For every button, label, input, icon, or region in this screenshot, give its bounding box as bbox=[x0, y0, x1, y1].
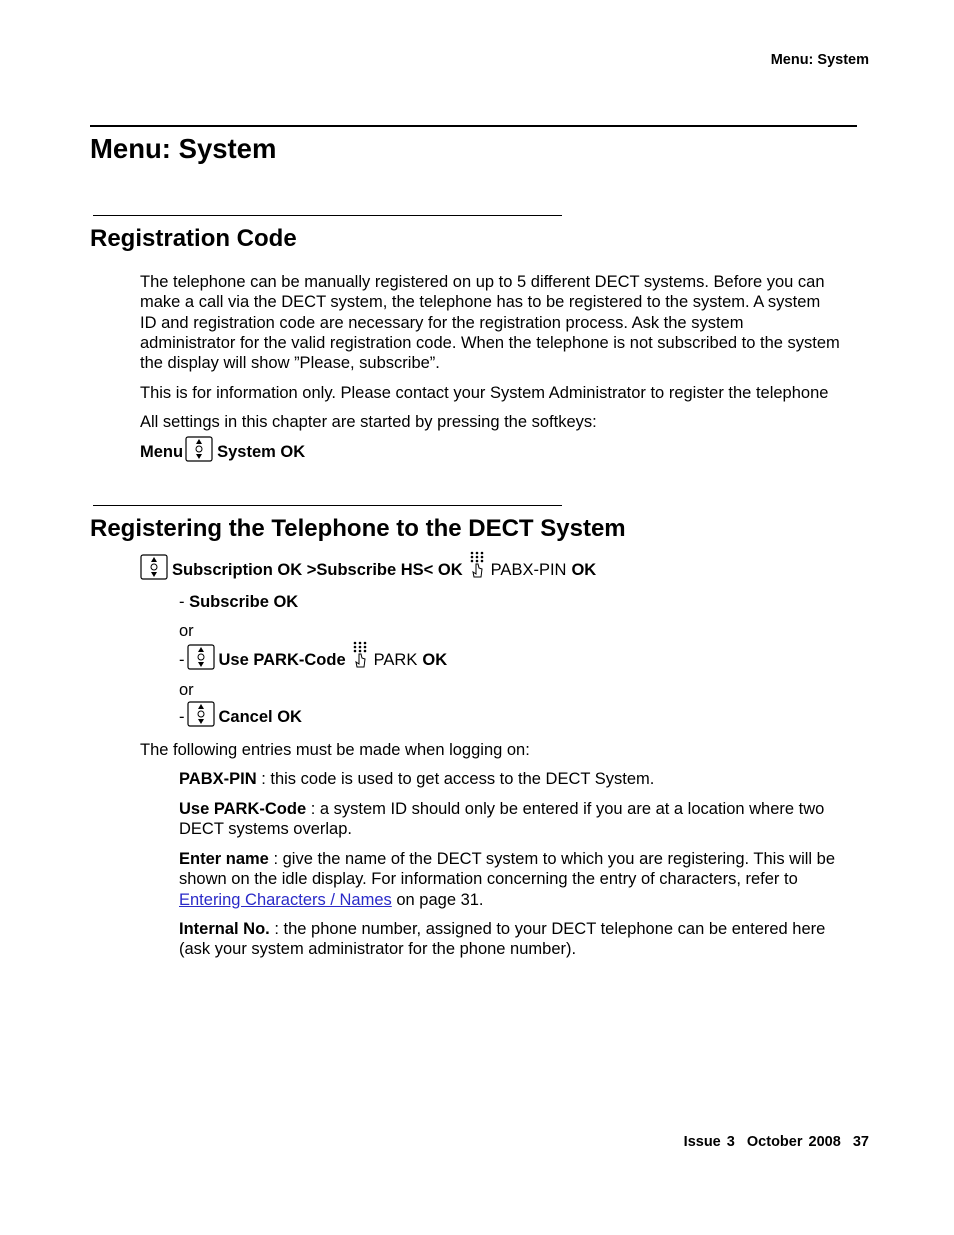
navigation-key-icon bbox=[140, 554, 168, 580]
page-footer bbox=[684, 1134, 869, 1150]
subscription-softkeys: Subscription OK >Subscribe HS< OK bbox=[172, 560, 463, 579]
entry-pabx-pin bbox=[179, 769, 879, 789]
option-dash: - bbox=[179, 707, 185, 726]
title-rule bbox=[90, 125, 857, 127]
entry-description: shown on the idle display. For information concerning the entry of characters, refer to bbox=[179, 870, 798, 889]
or-separator-2: or bbox=[179, 681, 194, 699]
system-ok-softkey-label: System OK bbox=[217, 442, 306, 461]
footer-issue: Issue 3 bbox=[683, 1134, 735, 1150]
section-heading-registering: Registering the Telephone to the DECT System bbox=[90, 515, 626, 542]
registration-paragraph bbox=[140, 272, 880, 373]
paragraph-line: make a call via the DECT system, the telephone has to be registered to the system. A system bbox=[140, 293, 821, 312]
entering-characters-link[interactable]: Entering Characters / Names bbox=[179, 890, 392, 909]
option-subscribe bbox=[179, 592, 298, 612]
paragraph-line: the display will show ”Please, subscribe”. bbox=[140, 354, 440, 373]
navigation-key-icon bbox=[187, 701, 215, 727]
entries-intro: The following entries must be made when logging on: bbox=[140, 741, 530, 759]
ok-softkey: OK bbox=[571, 560, 597, 579]
entry-term: PABX-PIN bbox=[179, 770, 257, 788]
section-rule-1 bbox=[93, 215, 562, 216]
navigation-key-icon bbox=[187, 644, 215, 670]
use-park-code-softkey: Use PARK-Code bbox=[218, 650, 346, 669]
entry-description: DECT systems overlap. bbox=[179, 820, 352, 839]
pabx-pin-prompt: PABX-PIN bbox=[490, 560, 567, 579]
entry-description: on page 31. bbox=[391, 890, 484, 909]
page-number: 37 bbox=[852, 1134, 869, 1150]
option-dash: - bbox=[179, 593, 185, 611]
footer-date: October 2008 bbox=[746, 1134, 841, 1150]
ok-softkey: OK bbox=[422, 650, 448, 669]
menu-softkey-label: Menu bbox=[140, 442, 184, 461]
or-separator-1: or bbox=[179, 622, 194, 640]
section-heading-registration-code: Registration Code bbox=[90, 225, 297, 252]
entry-description: (ask your system administrator for the phone number). bbox=[179, 940, 577, 959]
page-title: Menu: System bbox=[90, 133, 277, 164]
entry-internal-no bbox=[179, 919, 899, 960]
option-park-code bbox=[179, 640, 447, 670]
softkey-sequence bbox=[140, 436, 305, 462]
section-rule-2 bbox=[93, 505, 562, 506]
park-prompt: PARK bbox=[373, 650, 418, 669]
option-cancel bbox=[179, 701, 302, 727]
paragraph-line: ID and registration code are necessary for the registration process. Ask the system bbox=[140, 313, 744, 332]
entry-term: Use PARK-Code bbox=[179, 800, 307, 818]
paragraph-line: The telephone can be manually registered on up to 5 different DECT systems. Before you can bbox=[140, 273, 825, 291]
softkeys-intro: All settings in this chapter are started by pressing the softkeys: bbox=[140, 413, 597, 431]
cancel-ok-softkey: Cancel OK bbox=[218, 707, 302, 726]
entry-description: : give the name of the DECT system to which you are registering. This will be bbox=[268, 850, 836, 868]
subscribe-ok-softkey: Subscribe OK bbox=[189, 593, 299, 611]
subscription-step bbox=[140, 550, 596, 580]
entry-term: Enter name bbox=[179, 850, 269, 868]
navigation-key-icon bbox=[185, 436, 213, 462]
entry-enter-name bbox=[179, 849, 899, 910]
keypad-icon bbox=[467, 550, 487, 580]
running-head: Menu: System bbox=[770, 52, 869, 68]
paragraph-line: administrator for the valid registration code. When the telephone is not subscribed to the system bbox=[140, 333, 840, 352]
info-paragraph: This is for information only. Please contact your System Administrator to register the telephone bbox=[140, 384, 829, 402]
entry-term: Internal No. bbox=[179, 920, 270, 938]
entry-description: : a system ID should only be entered if you are at a location where two bbox=[306, 800, 825, 818]
option-dash: - bbox=[179, 650, 185, 669]
entry-description: : the phone number, assigned to your DECT telephone can be entered here bbox=[269, 920, 826, 938]
entry-description: : this code is used to get access to the DECT System. bbox=[256, 770, 655, 788]
entry-park-code bbox=[179, 799, 879, 840]
keypad-icon bbox=[350, 640, 370, 670]
